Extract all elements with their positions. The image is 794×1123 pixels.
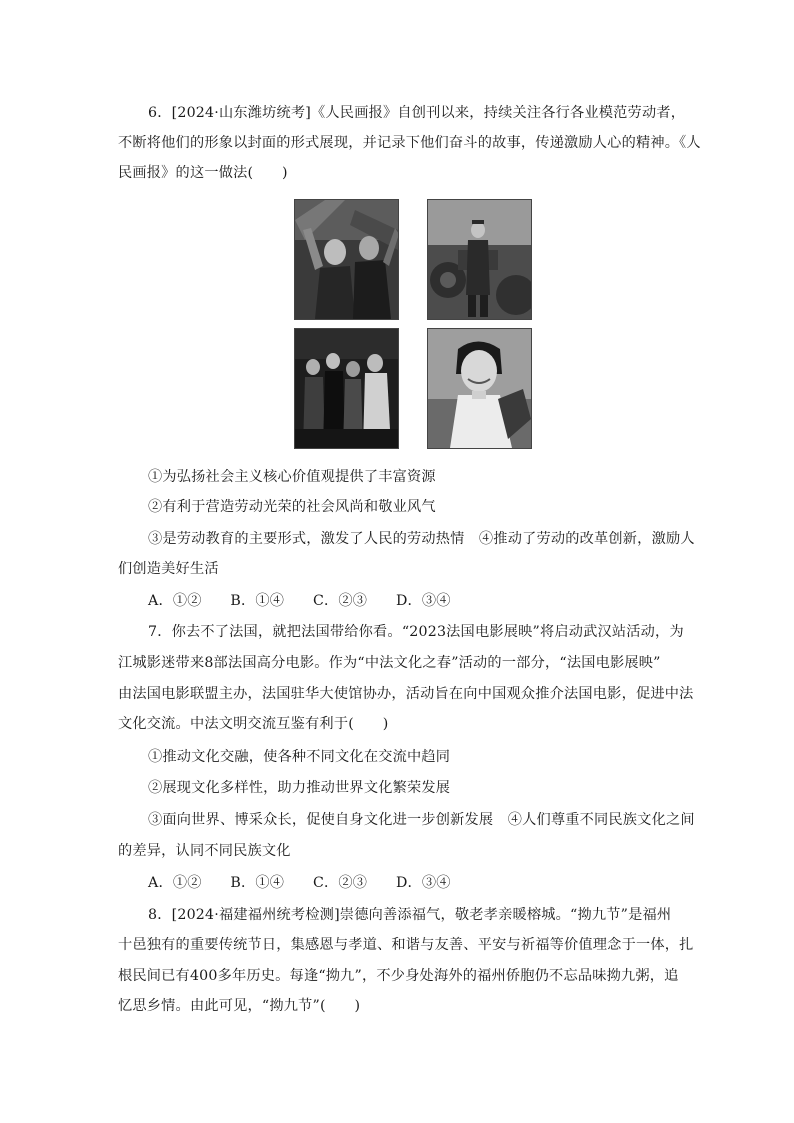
- q6-stem-line-2: 不断将他们的形象以封面的形式展现，并记录下他们奋斗的故事，传递激励人心的精神。《人: [118, 135, 701, 151]
- q7-option-3-line-2: 的差异，认同不同民族文化: [118, 843, 291, 859]
- q6-stem-line-3: 民画报》的这一做法( ): [118, 165, 288, 181]
- q8-stem-line-2: 十邑独有的重要传统节日，集感恩与孝道、和谐与友善、平安与祈福等价值理念于一体，扎: [118, 937, 694, 953]
- q7-option-1: ①推动文化交融，使各种不同文化在交流中趋同: [148, 749, 451, 765]
- q7-stem-line-2: 江城影迷带来8部法国高分电影。作为“中法文化之春”活动的一部分，“法国电影展映”: [118, 655, 661, 671]
- magazine-cover-photo-3: [294, 328, 399, 449]
- q6-answer-choices: A．①② B．①④ C．②③ D．③④: [148, 593, 451, 609]
- q6-option-1: ①为弘扬社会主义核心价值观提供了丰富资源: [148, 469, 436, 485]
- q6-option-3-line-1: ③是劳动教育的主要形式，激发了人民的劳动热情 ④推动了劳动的改革创新，激励人: [148, 531, 695, 547]
- q7-answer-choices: A．①② B．①④ C．②③ D．③④: [148, 875, 451, 891]
- q7-stem-line-3: 由法国电影联盟主办，法国驻华大使馆协办，活动旨在向中国观众推介法国电影，促进中法: [118, 686, 694, 702]
- q6-stem-line-1: 6．[2024·山东潍坊统考]《人民画报》自创刊以来，持续关注各行各业模范劳动者，: [148, 105, 686, 121]
- q7-stem-line-1: 7．你去不了法国，就把法国带给你看。“2023法国电影展映”将启动武汉站活动，为: [148, 624, 684, 640]
- q7-option-2: ②展现文化多样性，助力推动世界文化繁荣发展: [148, 780, 451, 796]
- magazine-cover-photo-2: [427, 199, 532, 320]
- q7-option-3-line-1: ③面向世界、博采众长，促使自身文化进一步创新发展 ④人们尊重不同民族文化之间: [148, 812, 695, 828]
- q8-stem-line-3: 根民间已有400多年历史。每逢“拗九”，不少身处海外的福州侨胞仍不忘品味拗九粥，追: [118, 968, 679, 984]
- q6-option-3-line-2: 们创造美好生活: [118, 561, 219, 577]
- q8-stem-line-1: 8．[2024·福建福州统考检测]崇德向善添福气，敬老孝亲暖榕城。“拗九节”是福州: [148, 907, 672, 923]
- q8-stem-line-4: 忆思乡情。由此可见，“拗九节”( ): [118, 998, 361, 1014]
- magazine-cover-photo-4: [427, 328, 532, 449]
- q6-option-2: ②有利于营造劳动光荣的社会风尚和敬业风气: [148, 499, 436, 515]
- q7-stem-line-4: 文化交流。中法文明交流互鉴有利于( ): [118, 716, 389, 732]
- magazine-cover-photo-1: [294, 199, 399, 320]
